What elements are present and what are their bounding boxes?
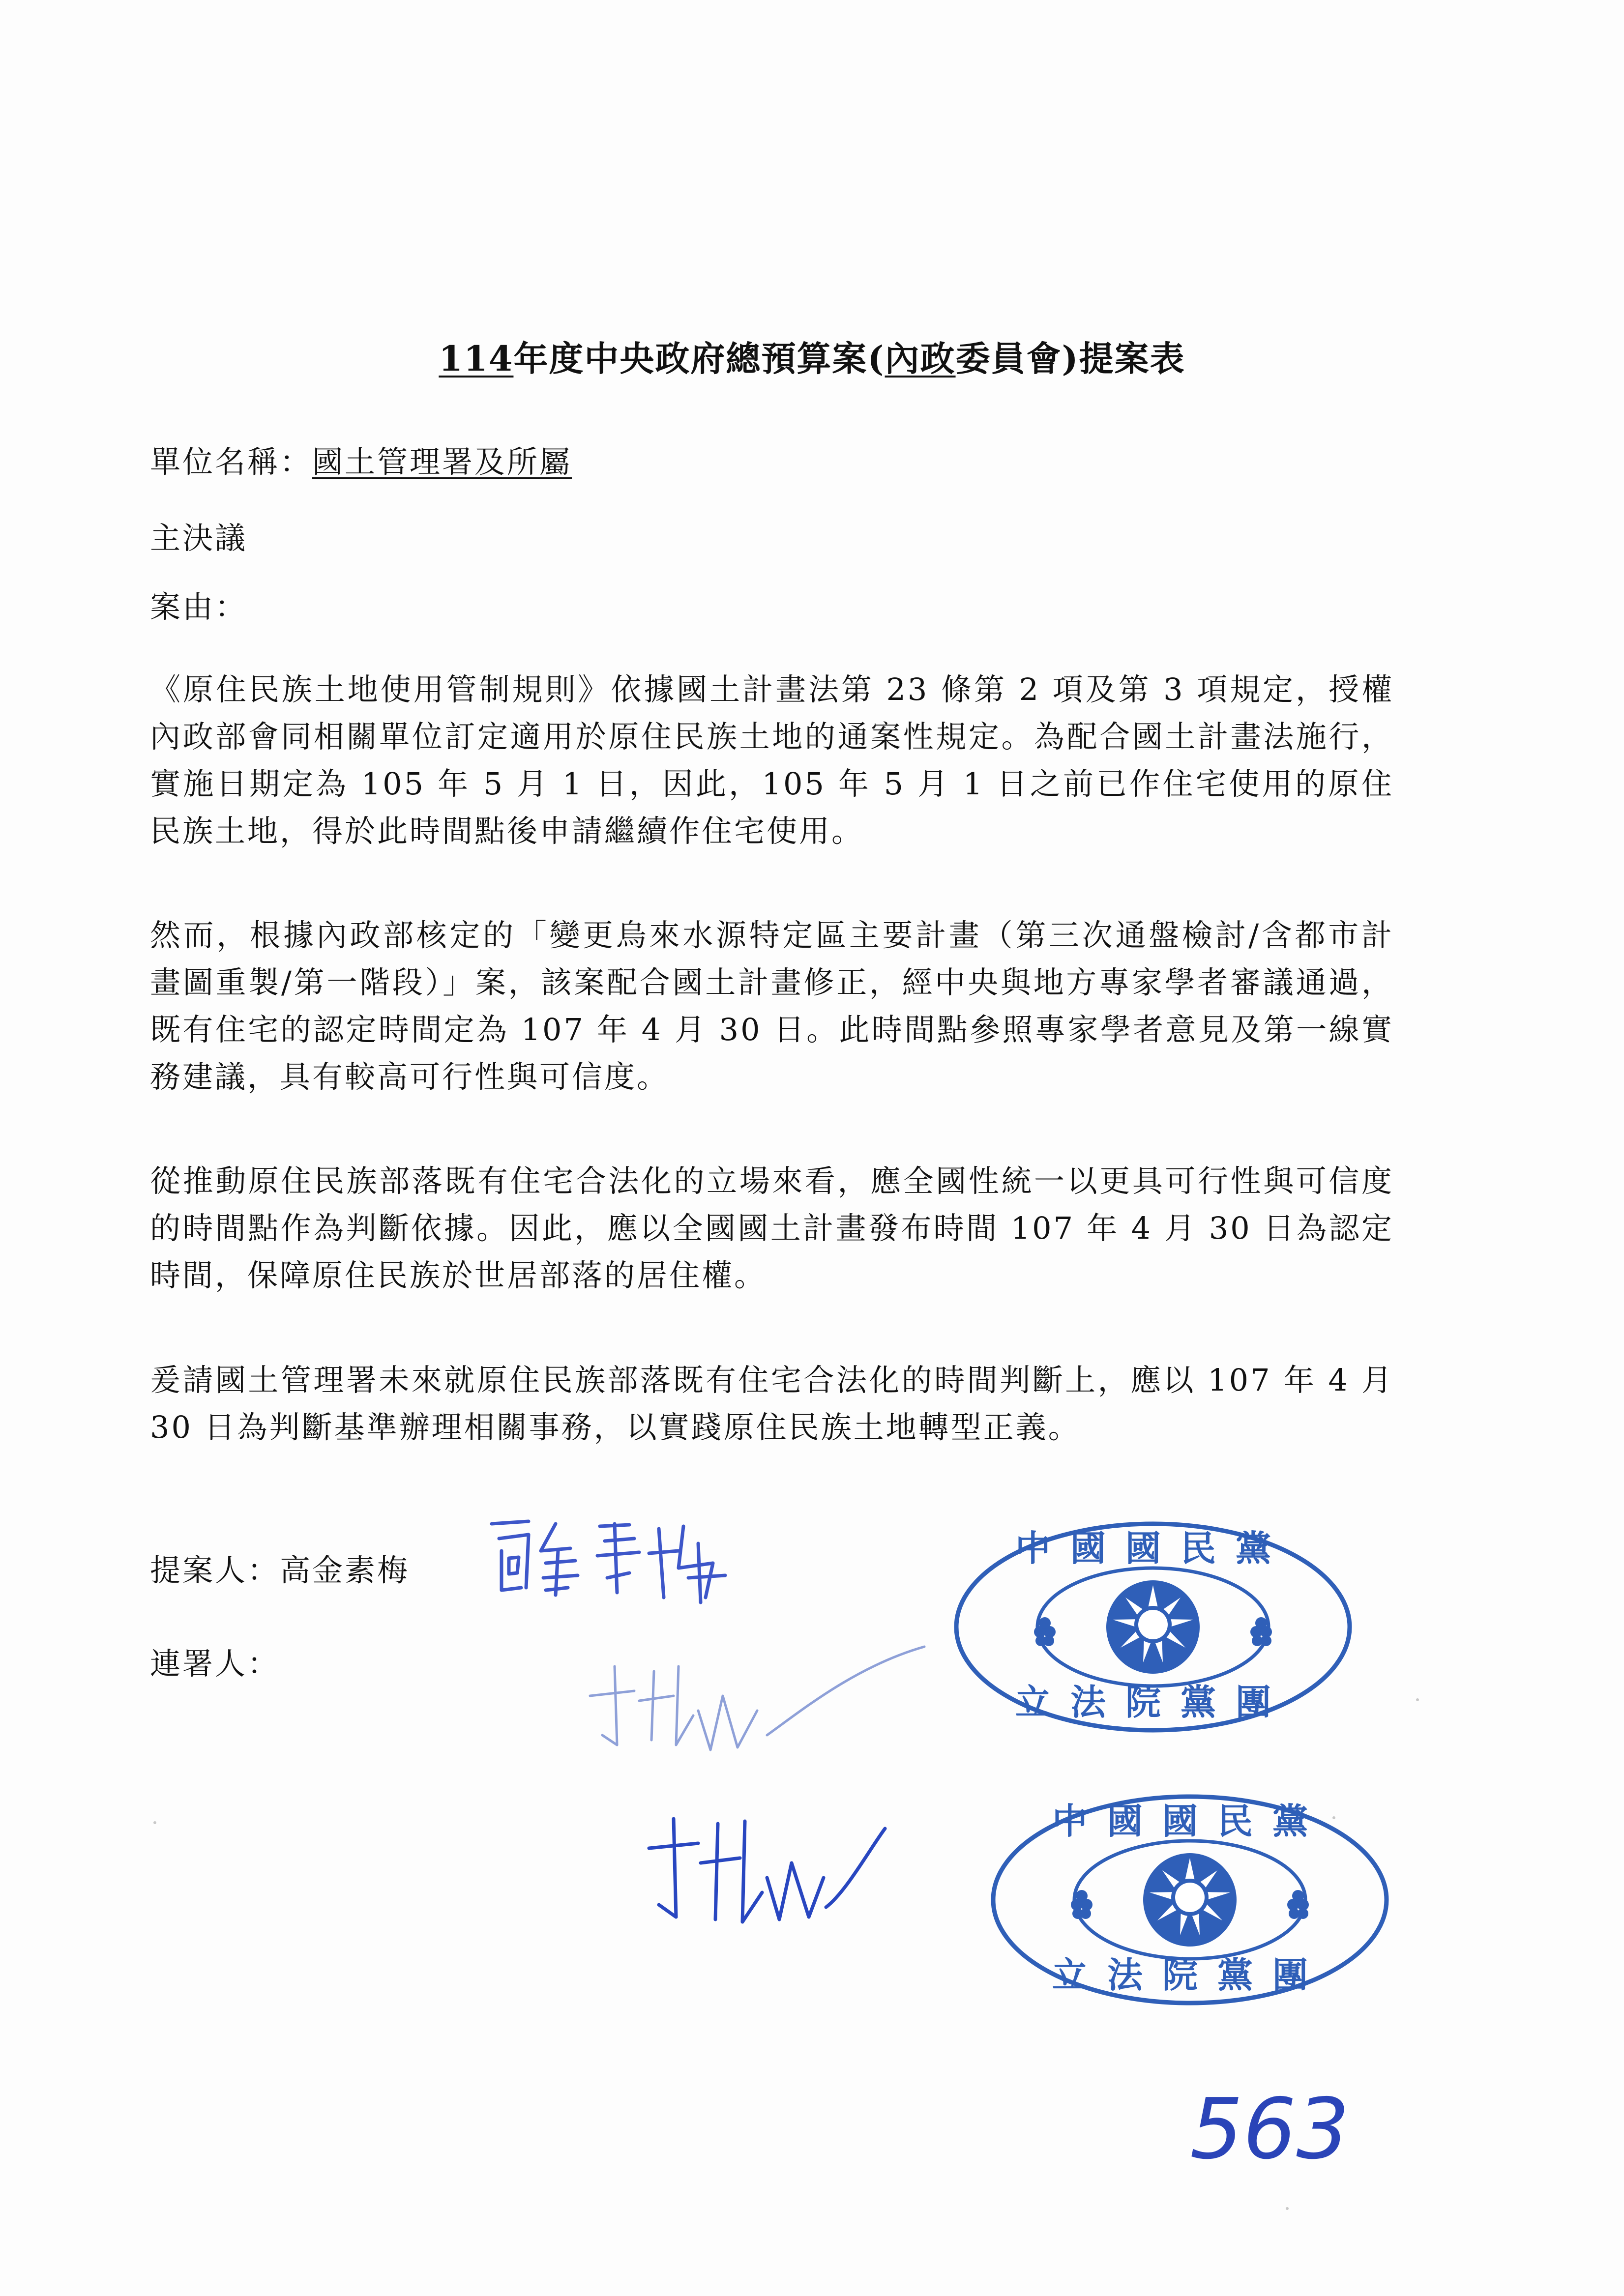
proposer-line (150, 1548, 410, 1593)
title-year: 114 (439, 338, 514, 379)
unit-line (150, 440, 572, 484)
scan-speck (1416, 1698, 1419, 1701)
title-middle: 年度中央政府總預算案( (513, 338, 885, 379)
stamp-bottom-text: 立法院黨團 (1015, 1681, 1291, 1723)
proposer-signature (482, 1504, 738, 1612)
handwritten-page-number (1185, 2079, 1362, 2178)
scan-speck (153, 1821, 156, 1824)
title-committee: 內政 (885, 338, 956, 379)
unit-label: 單位名稱： (150, 444, 313, 480)
cosigner-label: 連署人： (150, 1646, 280, 1682)
cosigner-line (150, 1642, 280, 1686)
paragraph-2: 然而，根據內政部核定的「變更烏來水源特定區主要計畫（第三次通盤檢討/含都市計畫圖重製/第一階段）」案，該案配合國土計畫修正，經中央與地方專家學者審議通過，既有住宅的認定時間定為 107 年 4 月 30 日。此時間點參照專家學者意見及第一線實務建議，具有較高可行性與可信度。 (150, 917, 1394, 1095)
scan-speck (1286, 2207, 1289, 2210)
emblem-icon (1143, 1853, 1237, 1947)
party-caucus-stamp-1 (951, 1519, 1355, 1735)
stamp-bottom-text: 立法院黨團 (1052, 1954, 1328, 1996)
cosigner-signature-1 (580, 1637, 934, 1765)
page-number-text: 563 (1190, 2081, 1350, 2178)
paragraph-4: 爰請國土管理署未來就原住民族部落既有住宅合法化的時間判斷上，應以 107 年 4 月 30 日為判斷基準辦理相關事務，以實踐原住民族土地轉型正義。 (150, 1362, 1394, 1445)
proposer-label: 提案人： (150, 1552, 280, 1588)
emblem-icon (1106, 1580, 1200, 1674)
title-end: 委員會)提案表 (955, 338, 1185, 379)
page-title (0, 334, 1624, 383)
paragraph-3: 從推動原住民族部落既有住宅合法化的立場來看，應全國性統一以更具可行性與可信度的時間點作為判斷依據。因此，應以全國國土計畫發布時間 107 年 4 月 30 日為認定時間，保障原住民族於世居部落的居住權。 (150, 1163, 1394, 1293)
reason-label: 案由： (150, 589, 248, 625)
stamp-top-text: 中國國民黨 (1052, 1800, 1328, 1842)
paragraph-1: 《原住民族土地使用管制規則》依據國土計畫法第 23 條第 2 項及第 3 項規定，授權內政部會同相關單位訂定適用於原住民族土地的通案性規定。為配合國土計畫法施行，實施日期定為 105 年 5 月 1 日，因此，105 年 5 月 1 日之前已作住宅使用的原住民族土地，得於此時間點後申請繼續作住宅使用。 (150, 671, 1394, 849)
cosigner-signature-2 (639, 1809, 895, 1937)
stamp-top-text: 中國國民黨 (1015, 1527, 1291, 1569)
unit-value: 國土管理署及所屬 (312, 444, 572, 480)
party-caucus-stamp-2 (988, 1792, 1391, 2008)
proposer-name: 高金素梅 (280, 1552, 410, 1588)
resolution-type: 主決議 (150, 520, 248, 556)
